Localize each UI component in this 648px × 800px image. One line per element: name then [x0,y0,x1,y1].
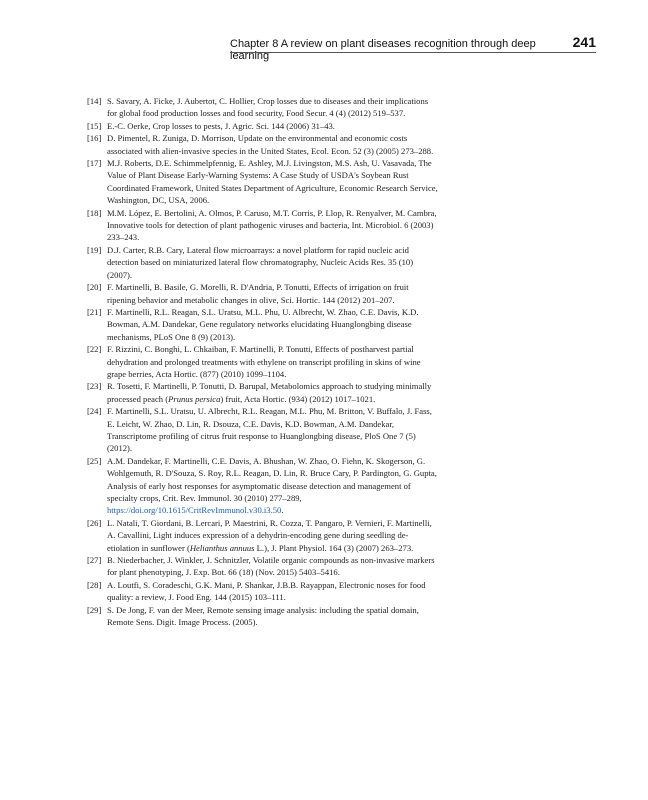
doi-link[interactable]: https://doi.org/10.1615/CritRevImmunol.v30.i3.50 [107,505,282,516]
reference-item [87,244,439,281]
reference-number: [27] [87,555,102,566]
reference-number: [29] [87,604,102,615]
reference-item [87,207,439,244]
reference-list [87,95,439,628]
reference-number: [19] [87,244,102,255]
chapter-title: A review on plant diseases recognition through deep learning [230,38,536,62]
reference-number: [17] [87,158,102,169]
reference-number: [26] [87,517,102,528]
reference-item [87,554,439,579]
reference-number: [22] [87,344,102,355]
reference-text [107,517,439,554]
reference-text: S. De Jong, F. van der Meer, Remote sensing image analysis: including the spatial domain, Remote Sens. Digit. Image Process. (2005). [107,604,419,628]
reference-text: F. Martinelli, B. Basile, G. Morelli, R. D'Andria, P. Tonutti, Effects of irrigation on fruit ripening behavior and metabolic changes in olive, Sci. Hortic. 144 (2012) 201–207. [107,282,409,305]
reference-item [87,120,439,132]
reference-text-part: L. Natali, T. Giordani, B. Lercari, P. Maestrini, R. Cozza, T. Pangaro, P. Vernieri, F. Martinelli, A. Cavallini, Light induces expression of a dehydrin-encoding gene during seedling de-etiolation in sunflower ( [107,517,432,553]
reference-number: [23] [87,381,102,392]
reference-text [107,380,439,405]
reference-text: S. Savary, A. Ficke, J. Aubertot, C. Hollier, Crop losses due to diseases and their implications for global food production losses and food security, Food Secur. 4 (4) (2012) 519–537. [107,96,429,119]
reference-text-part: . [281,505,284,516]
reference-item [87,281,439,306]
reference-item [87,132,439,157]
page-number: 241 [572,34,596,50]
chapter-label: Chapter 8 [230,38,279,50]
reference-number: [21] [87,306,102,317]
species-name: Prunus persica [168,393,221,404]
species-name: Helianthus annuus [189,542,255,553]
reference-item [87,157,439,207]
reference-text-part: A.M. Dandekar, F. Martinelli, C.E. Davis, A. Bhushan, W. Zhao, O. Fiehn, K. Skogerson, G. Wohlgemuth, R. D'Souza, S. Roy, R.L. Reagan, D. Lin, R. Bruce Cary, P. Pardington, G. Gupta, Analysis of early host responses for asymptomatic disease detection and management of specialty crops, Crit. Rev. Immunol. 30 (2010) 277–289, [107,455,437,503]
reference-item [87,517,439,554]
reference-text-part: L.), J. Plant Physiol. 164 (3) (2007) 263–273. [254,542,414,553]
reference-item [87,604,439,629]
reference-text: F. Rizzini, C. Bonghi, L. Chkaiban, F. Martinelli, P. Tonutti, Effects of postharvest partial dehydration and prolonged treatments with ethylene on transcript profiling in skins of wine grape berries, Acta Hortic. (877) (2010) 1099–1104. [107,344,421,379]
reference-text-part: ) fruit, Acta Hortic. (934) (2012) 1017–1021. [220,393,376,404]
reference-number: [18] [87,207,102,218]
reference-text: F. Martinelli, S.L. Uratsu, U. Albrecht, R.L. Reagan, M.L. Phu, M. Britton, V. Buffalo, J. Fass, E. Leicht, W. Zhao, D. Lin, R. Dsouza, C.E. Davis, K.D. Bowman, A.M. Dandekar, Transcriptome profiling of citrus fruit response to Huanglongbing disease, PloS One 7 (5) (2012). [107,406,432,454]
reference-number: [24] [87,406,102,417]
reference-number: [14] [87,96,102,106]
reference-item [87,579,439,604]
reference-text: D.J. Carter, R.B. Cary, Lateral flow microarrays: a novel platform for rapid nucleic acid detection based on miniaturized lateral flow chromatography, Nucleic Acids Res. 35 (10) (2007). [107,244,414,280]
reference-item [87,306,439,343]
reference-text: M.J. Roberts, D.E. Schimmelpfennig, E. Ashley, M.J. Livingston, M.S. Ash, U. Vasavada, The Value of Plant Disease Early-Warning Systems: A Case Study of USDA's Soybean Rust Coordinated Framework, United States Department of Agriculture, Economic Research Service, Washington, DC, USA, 2006. [107,158,438,206]
reference-item [87,405,439,455]
reference-text [107,455,439,517]
running-header [230,34,596,62]
reference-text-part: R. Tosetti, F. Martinelli, P. Tonutti, D. Barupal, Metabolomics approach to studying minimally processed peach ( [107,381,432,404]
reference-number: [16] [87,133,102,144]
reference-item [87,380,439,405]
header-divider [230,52,596,53]
reference-text: A. Loutfi, S. Coradeschi, G.K. Mani, P. Shankar, J.B.B. Rayappan, Electronic noses for food quality: a review, J. Food Eng. 144 (2015) 103–111. [107,579,426,603]
reference-text: D. Pimentel, R. Zuniga, D. Morrison, Update on the environmental and economic costs associated with alien-invasive species in the United States, Ecol. Econ. 52 (3) (2005) 273–288. [107,133,434,156]
reference-item [87,95,439,120]
reference-text: F. Martinelli, R.L. Reagan, S.L. Uratsu, M.L. Phu, U. Albrecht, W. Zhao, C.E. Davis, K.D. Bowman, A.M. Dandekar, Gene regulatory networks elucidating Huanglongbing disease mechanisms, PLoS One 8 (9) (2013). [107,306,419,342]
reference-number: [20] [87,282,102,293]
chapter-header [230,38,563,62]
reference-text: B. Niederbacher, J. Winkler, J. Schnitzler, Volatile organic compounds as non-invasive markers for plant phenotyping, J. Exp. Bot. 66 (18) (Nov. 2015) 5403–5416. [107,555,435,578]
reference-text: E.-C. Oerke, Crop losses to pests, J. Agric. Sci. 144 (2006) 31–43. [107,120,335,131]
reference-text: M.M. López, E. Bertolini, A. Olmos, P. Caruso, M.T. Corris, P. Llop, R. Renyalver, M. Cambra, Innovative tools for detection of plant pathogenic viruses and bacteria, Int. Microbiol. 6 (2003) 233–243. [107,207,437,243]
reference-item [87,343,439,380]
reference-number: [25] [87,455,102,466]
reference-number: [28] [87,579,102,590]
reference-number: [15] [87,120,102,131]
reference-item [87,455,439,517]
